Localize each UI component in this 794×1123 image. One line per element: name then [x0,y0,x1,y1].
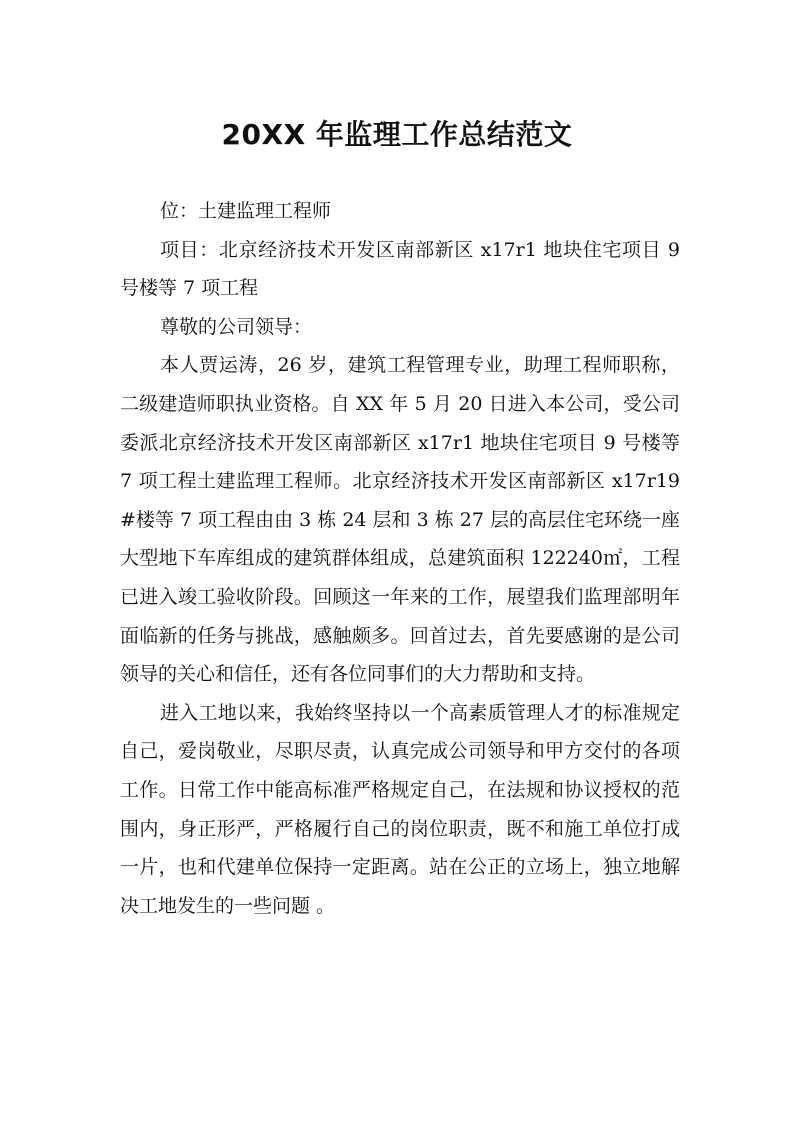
document-title: 20XX 年监理工作总结范文 [221,117,573,151]
paragraph-introduction: 本人贾运涛，26 岁，建筑工程管理专业，助理工程师职称，二级建造师职执业资格。自 XX 年 5 月 20 日进入本公司，受公司委派北京经济技术开发区南部新区 x17r1 地块住宅项目 9 号楼等 7 项工程土建监理工程师。北京经济技术开发区南部新区 x17r19#楼等 7 项工程由由 3 栋 24 层和 3 栋 27 层的高层住宅环绕一座大型地下车库组成的建筑群体组成，总建筑面积 122240㎡，工程已进入竣工验收阶段。回顾这一年来的工作，展望我们监理部明年面临新的任务与挑战，感触颇多。回首过去，首先要感谢的是公司领导的关心和信任，还有各位同事们的大力帮助和支持。 [120,354,680,686]
paragraph-work-attitude: 进入工地以来，我始终坚持以一个高素质管理人才的标准规定自己，爱岗敬业，尽职尽责，认真完成公司领导和甲方交付的各项工作。日常工作中能高标准严格规定自己，在法规和协议授权的范围内，身正形严，严格履行自己的岗位职责，既不和施工单位打成一片，也和代建单位保持一定距离。站在公正的立场上，独立地解决工地发生的一些问题 。 [120,701,680,917]
document-body [120,192,680,925]
paragraph-position: 位：土建监理工程师 [160,200,332,222]
paragraph-salutation: 尊敬的公司领导： [160,315,313,338]
paragraph-project: 项目：北京经济技术开发区南部新区 x17r1 地块住宅项目 9 号楼等 7 项工程 [120,238,680,300]
